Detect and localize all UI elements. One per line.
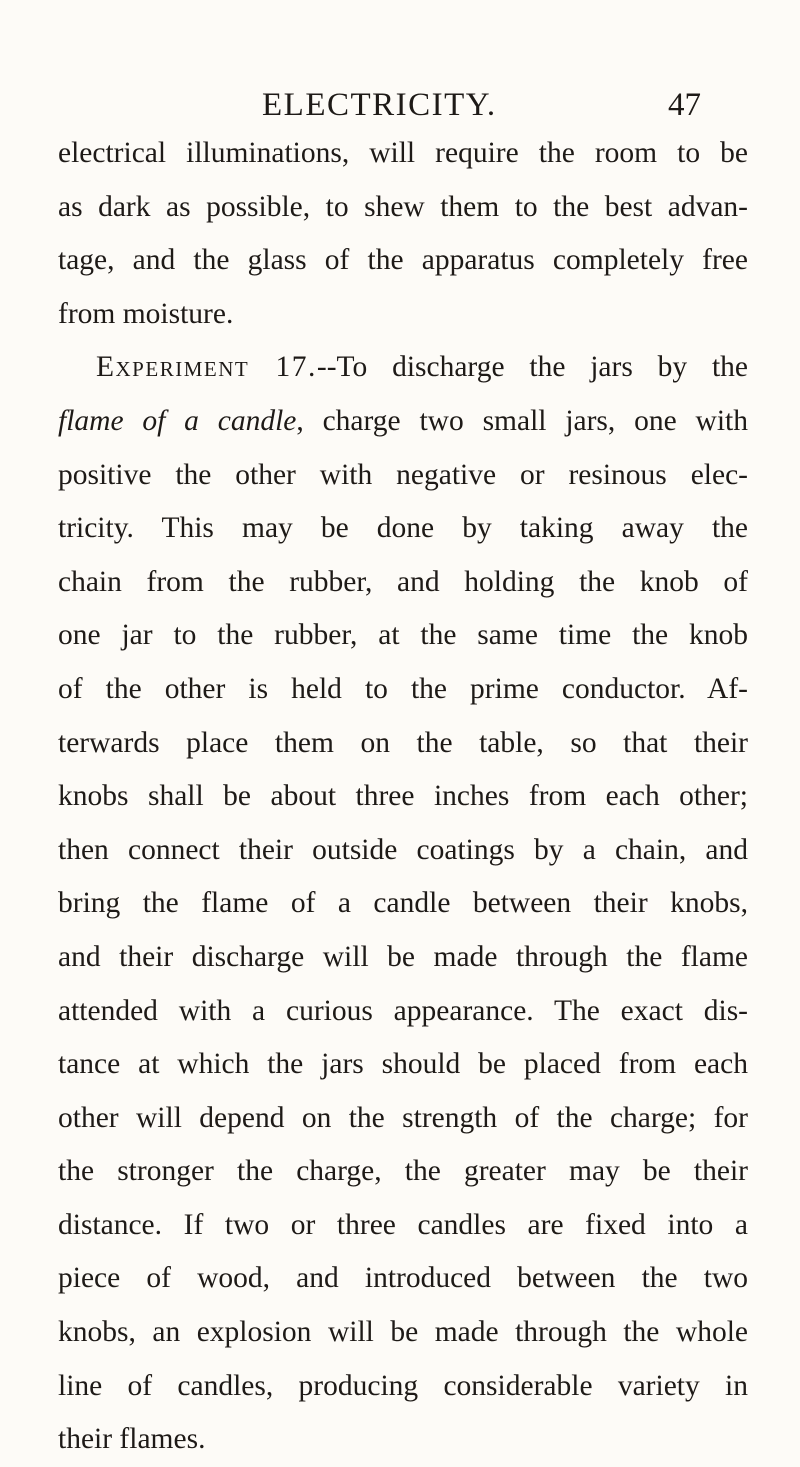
text-line: piece of wood, and introduced between the two [58,1262,748,1295]
text-line: and their discharge will be made through the flame [58,940,748,973]
text-line: as dark as possible, to shew them to the best advan- [58,190,748,223]
italic-phrase: flame of a candle [58,404,297,437]
text-line: distance. If two or three candles are fixed into a [58,1208,748,1241]
text-line: tricity. This may be done by taking away the [58,512,748,545]
text-line: their flames. [58,1423,206,1456]
page-number: 47 [668,87,701,123]
text-line: the stronger the charge, the greater may be their [58,1155,748,1188]
text-line: from moisture. [58,297,234,330]
text-line: terwards place them on the table, so that their [58,726,748,759]
text-line: bring the flame of a candle between their knobs, [58,887,748,920]
text-line: chain from the rubber, and holding the knob of [58,565,748,598]
text-line: electrical illuminations, will require the room to be [58,137,748,169]
paragraph-2 [58,341,748,1466]
text-line: then connect their outside coatings by a chain, and [58,833,748,866]
dash: -- [316,351,337,384]
text-line: other will depend on the strength of the charge; for [58,1101,748,1134]
text-line: positive the other with negative or resinous elec- [58,458,748,491]
paragraph-1 [58,127,748,341]
text-line: tage, and the glass of the apparatus completely free [58,244,748,277]
text-line: knobs, an explosion will be made through the whole [58,1316,748,1349]
body-text [58,127,748,1467]
text-line [58,395,748,449]
text-line: line of candles, producing considerable variety in [58,1369,748,1402]
experiment-label: Experiment 17. [96,351,317,384]
text-span: To discharge the jars by the [336,351,749,384]
running-title: ELECTRICITY. [262,87,497,123]
text-line: knobs shall be about three inches from each other; [58,780,748,813]
text-line [58,341,748,395]
text-span: , charge two small jars, one with [296,404,748,437]
text-line: one jar to the rubber, at the same time the knob [58,619,748,652]
text-line: of the other is held to the prime conductor. Af- [58,672,748,705]
text-line: tance at which the jars should be placed from each [58,1048,748,1081]
text-line: attended with a curious appearance. The exact dis- [58,994,748,1027]
